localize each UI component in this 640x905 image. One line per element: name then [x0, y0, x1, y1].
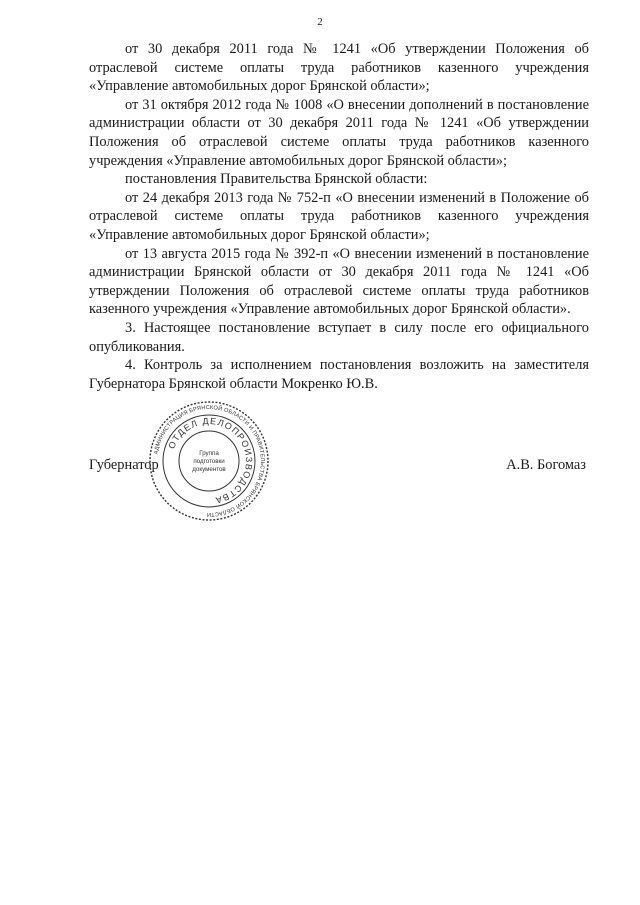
- signatory-title: Губернатор: [89, 457, 159, 473]
- paragraph-item-3: 3. Настоящее постановление вступает в силу после его официального опубликования.: [89, 319, 589, 355]
- paragraph-government-resolutions: постановления Правительства Брянской области:: [125, 171, 428, 188]
- paragraph-resolution-752p: от 24 декабря 2013 года № 752-п «О внесении изменений в Положение об отраслевой системе оплаты труда работников казенного учреждения «Управление автомобильных дорог Брянской области»;: [89, 189, 589, 243]
- stamp-inner-text: ОТДЕЛ ДЕЛОПРОИЗВОДСТВА: [166, 415, 255, 506]
- paragraph-item-4: 4. Контроль за исполнением постановления возложить на заместителя Губернатора Брянской области Мокренко Ю.В.: [89, 357, 589, 392]
- stamp-center-line-1: Группа: [199, 450, 219, 457]
- paragraph-resolution-1008: от 31 октября 2012 года № 1008 «О внесении дополнений в постановление администрации области от 30 декабря 2011 года № 1241 «Об утверждении Положения об отраслевой системе оплаты труда работников казенного учреждения «Управление автомобильных дорог Брянской области»;: [89, 96, 589, 169]
- stamp-seal-icon: [148, 400, 270, 522]
- paragraph-resolution-1241: от 30 декабря 2011 года № 1241 «Об утверждении Положения об отраслевой системе оплаты труда работников казенного учреждения «Управление автомобильных дорог Брянской области»;: [89, 41, 589, 95]
- paragraph-resolution-392p: от 13 августа 2015 года № 392-п «О внесении изменений в постановление администрации Брянской области от 30 декабря 2011 года № 1241 «Об утверждении Положения об отраслевой системе оплаты труда работников казенного учреждения «Управление автомобильных дорог Брянской области».: [89, 245, 589, 318]
- stamp-outer-text: АДМИНИСТРАЦИЯ БРЯНСКОЙ ОБЛАСТИ И ПРАВИТЕЛЬСТВА БРЯНСКОЙ ОБЛАСТИ: [153, 404, 266, 518]
- document-body: [89, 40, 589, 393]
- stamp-center-line-3: документов: [192, 466, 226, 473]
- page-number: 2: [317, 16, 323, 28]
- stamp-center-line-2: подготовки: [193, 458, 225, 465]
- official-stamp: [148, 400, 270, 522]
- signatory-name: А.В. Богомаз: [506, 457, 586, 473]
